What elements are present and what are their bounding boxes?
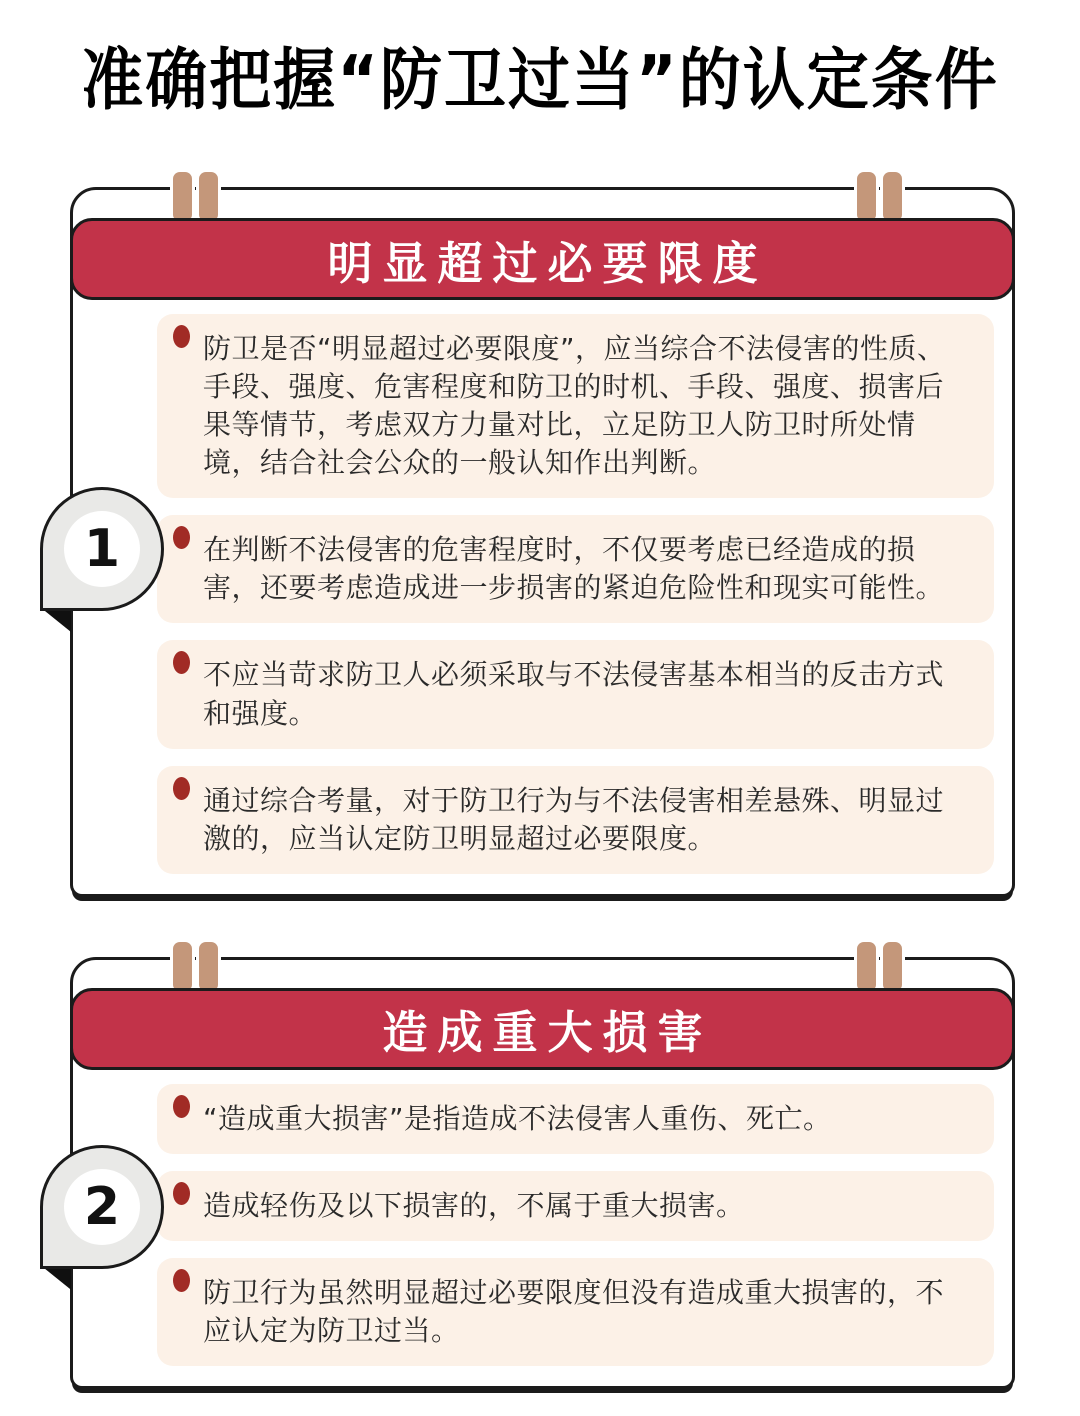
bullet-text: 造成轻伤及以下损害的，不属于重大损害。	[203, 1188, 745, 1222]
binder-tab	[883, 172, 902, 220]
bullet-dot-icon	[173, 651, 190, 674]
binder-tab	[857, 172, 876, 220]
section-1-number: 1	[64, 511, 140, 587]
section-2-number: 2	[64, 1169, 140, 1245]
section-card-1	[70, 187, 1015, 897]
binder-tabs-right	[857, 172, 902, 220]
bullet-text: “造成重大损害”是指造成不法侵害人重伤、死亡。	[203, 1101, 832, 1135]
bullet-dot-icon	[173, 526, 190, 549]
page-title: 准确把握“防卫过当”的认定条件	[81, 40, 999, 120]
binder-tab	[199, 942, 218, 990]
section-1-header-title: 明显超过必要限度	[327, 236, 768, 290]
bullet-item	[157, 766, 994, 874]
section-2-header-banner	[70, 988, 1015, 1070]
binder-tabs-left	[173, 942, 218, 990]
bullet-dot-icon	[173, 1269, 190, 1292]
bullet-dot-icon	[173, 325, 190, 348]
bullet-dot-icon	[173, 1095, 190, 1118]
bullet-text: 不应当苛求防卫人必须采取与不法侵害基本相当的反击方式和强度。	[203, 658, 945, 730]
bullet-text: 防卫是否“明显超过必要限度”，应当综合不法侵害的性质、手段、强度、危害程度和防卫的时机、手段、强度、损害后果等情节，考虑双方力量对比，立足防卫人防卫时所处情境，结合社会公众的一般认知作出判断。	[203, 332, 946, 480]
bullet-item	[157, 640, 994, 748]
binder-tab	[199, 172, 218, 220]
section-2-number-badge	[40, 1145, 164, 1269]
bullet-dot-icon	[173, 777, 190, 800]
bullet-text: 在判断不法侵害的危害程度时，不仅要考虑已经造成的损害，还要考虑造成进一步损害的紧迫危险性和现实可能性。	[203, 533, 945, 605]
binder-tab	[173, 942, 192, 990]
binder-tab	[883, 942, 902, 990]
section-card-2	[70, 957, 1015, 1389]
bullet-item	[157, 314, 994, 498]
bullet-item	[157, 1171, 994, 1241]
binder-tabs-right	[857, 942, 902, 990]
bullet-text: 通过综合考量，对于防卫行为与不法侵害相差悬殊、明显过激的，应当认定防卫明显超过必要限度。	[203, 783, 945, 855]
binder-tab	[173, 172, 192, 220]
bullet-item	[157, 1258, 994, 1366]
bullet-item	[157, 1084, 994, 1154]
bullet-dot-icon	[173, 1182, 190, 1205]
bullet-item	[157, 515, 994, 623]
binder-tab	[857, 942, 876, 990]
section-2-header-title: 造成重大损害	[382, 1006, 713, 1060]
bullet-text: 防卫行为虽然明显超过必要限度但没有造成重大损害的，不应认定为防卫过当。	[203, 1275, 945, 1348]
section-1-header-banner	[70, 218, 1015, 300]
section-1-number-badge	[40, 487, 164, 611]
binder-tabs-left	[173, 172, 218, 220]
